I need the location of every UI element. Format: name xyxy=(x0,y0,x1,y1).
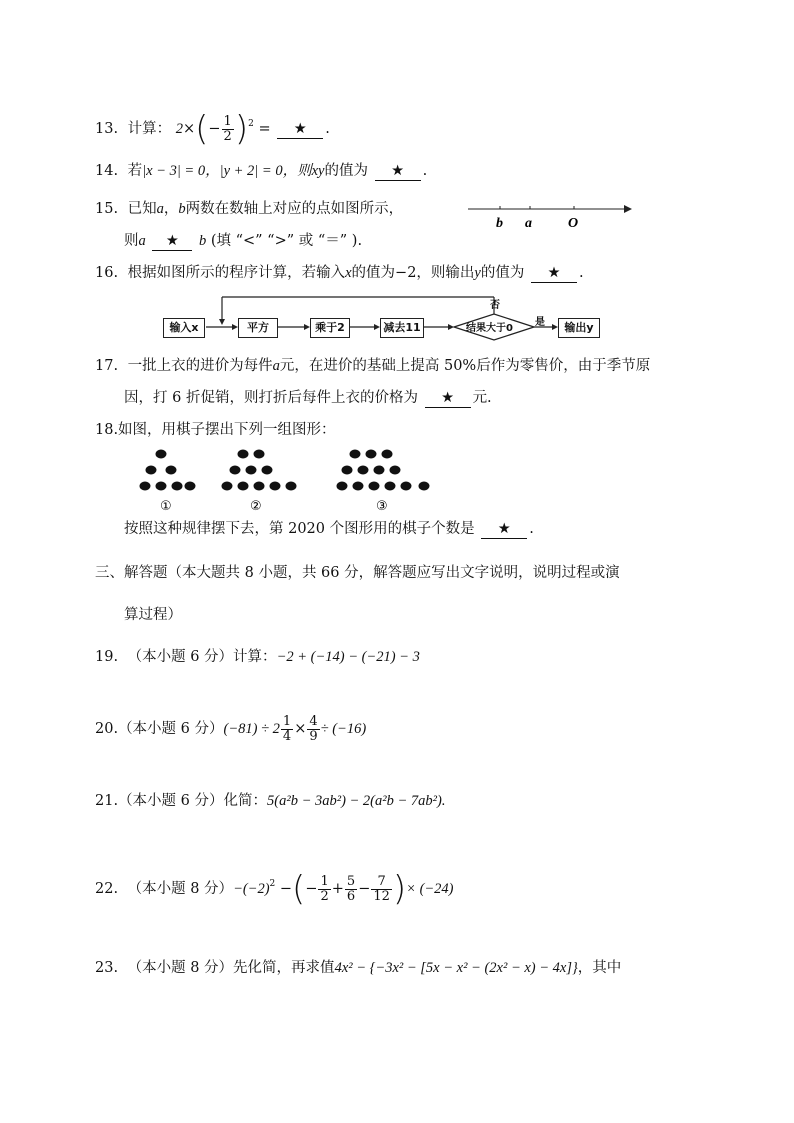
question-text: 则 xyxy=(124,233,139,249)
variable-a: a xyxy=(156,201,164,217)
question-text: ，其中 xyxy=(577,960,622,976)
flow-subtract-box: 减去11 xyxy=(380,318,424,338)
number: 2 xyxy=(175,121,183,137)
question-text: 两数在数轴上对应的点如图所示， xyxy=(185,201,404,217)
input-value: −2 xyxy=(395,265,417,281)
question-15-line-1 xyxy=(95,198,403,220)
numerator: 1 xyxy=(223,113,232,129)
question-label: （本小题 6 分）计算： xyxy=(127,649,277,665)
answer-blank[interactable]: ★ xyxy=(152,232,192,251)
question-16 xyxy=(95,262,584,284)
minus-sign: − xyxy=(279,881,293,897)
question-text: 的值为 xyxy=(351,265,396,281)
question-18-line-2 xyxy=(124,518,534,540)
axis-arrow xyxy=(624,205,632,213)
period: . xyxy=(422,163,428,179)
question-label: （本小题 6 分） xyxy=(118,721,224,737)
math-expression: × (−24) xyxy=(406,881,454,897)
chess-pattern-figures xyxy=(136,444,436,516)
question-text: (填 “<” “>” 或 “＝” ). xyxy=(210,233,363,249)
right-paren: ) xyxy=(234,109,249,149)
question-text: 因，打 6 折促销，则打折后每件上衣的价格为 xyxy=(124,390,418,406)
minus-sign: − xyxy=(305,881,318,897)
plus-sign: + xyxy=(331,881,344,897)
left-paren: ( xyxy=(292,869,306,909)
figure-label-1: ① xyxy=(160,499,172,514)
variable-b: b xyxy=(198,233,207,249)
question-text: 的值为 xyxy=(480,265,525,281)
flow-square-box: 平方 xyxy=(238,318,278,338)
variable-y: y xyxy=(474,265,481,281)
decision-label: 结果大于0 xyxy=(466,323,513,334)
question-label: （本小题 8 分）先化简，再求值 xyxy=(127,960,335,976)
question-text: ，则输出 xyxy=(416,265,475,281)
math-expression: ÷ (−16) xyxy=(320,721,367,737)
question-21 xyxy=(95,790,445,812)
figure-label-2: ② xyxy=(250,499,262,514)
exponent: 2 xyxy=(269,879,276,889)
numerator: 1 xyxy=(282,713,292,729)
minus-sign: − xyxy=(208,121,221,137)
numerator: 5 xyxy=(346,873,356,889)
question-18-line-1: 18.如图，用棋子摆出下列一组图形： xyxy=(95,422,336,438)
right-paren: ) xyxy=(392,869,407,909)
math-expression: 5(a²b − 3ab²) − 2(a²b − 7ab²). xyxy=(267,793,446,809)
answer-blank[interactable]: ★ xyxy=(375,162,421,181)
variable-x: x xyxy=(345,265,352,281)
question-20 xyxy=(95,712,366,746)
question-number: 16. xyxy=(95,265,119,281)
period: . xyxy=(529,521,534,537)
axis-label-a: a xyxy=(525,216,532,231)
period: . xyxy=(578,265,584,281)
exponent: 2 xyxy=(248,119,254,129)
condition-1: |x − 3| = 0， xyxy=(142,163,220,179)
question-text: 根据如图所示的程序计算，若输入 xyxy=(127,265,346,281)
yes-label: 是 xyxy=(535,317,545,328)
denominator: 9 xyxy=(309,728,318,744)
question-text: 的值为 xyxy=(324,163,368,179)
fraction xyxy=(222,115,234,144)
axis-label-b: b xyxy=(496,216,503,231)
period: . xyxy=(325,121,330,137)
section-heading-cont: 算过程） xyxy=(124,607,182,623)
question-23 xyxy=(95,957,621,979)
fraction xyxy=(371,875,392,904)
question-text: 元，在进价的基础上提高 50%后作为零售价，由于季节原 xyxy=(279,358,651,374)
figure-label-3: ③ xyxy=(376,499,388,514)
axis-label-o: O xyxy=(568,216,579,231)
question-number: 22. xyxy=(95,881,119,897)
question-15-line-2 xyxy=(124,230,362,252)
left-paren: ( xyxy=(195,109,209,149)
math-expression: 4x² − {−3x² − [5x − x² − (2x² − x) − 4x]} xyxy=(334,960,578,976)
times-sign: × xyxy=(294,721,307,737)
question-22 xyxy=(95,866,454,907)
equals-sign: = xyxy=(258,121,271,137)
variable-a: a xyxy=(138,233,146,249)
denominator: 6 xyxy=(346,888,356,904)
answer-blank[interactable]: ★ xyxy=(425,389,471,408)
question-13 xyxy=(95,109,330,149)
times-sign: × xyxy=(182,121,196,137)
denominator: 12 xyxy=(373,888,390,904)
answer-blank[interactable]: ★ xyxy=(531,264,577,283)
flow-multiply-box: 乘于2 xyxy=(310,318,350,338)
question-number: 19. xyxy=(95,649,119,665)
math-expression: −(−2) xyxy=(233,881,270,897)
variable-b: b xyxy=(178,201,186,217)
figure-3 xyxy=(337,450,430,491)
math-expression: (−81) ÷ 2 xyxy=(223,721,280,737)
condition-2: |y + 2| = 0，则 xyxy=(219,163,312,179)
flow-input-box: 输入x xyxy=(163,318,205,338)
numerator: 4 xyxy=(309,713,318,729)
no-label: 否 xyxy=(490,300,500,311)
question-number: 14. xyxy=(95,163,119,179)
fraction xyxy=(318,875,330,904)
numerator: 7 xyxy=(371,875,392,890)
question-17-line-2 xyxy=(124,387,492,409)
question-text: 已知 xyxy=(127,201,157,217)
question-label: （本小题 8 分） xyxy=(127,881,234,897)
numerator: 1 xyxy=(320,873,329,889)
question-text: 按照这种规律摆下去，第 2020 个图形用的棋子个数是 xyxy=(124,521,475,537)
variable-a: a xyxy=(272,358,280,374)
comma: ， xyxy=(163,201,179,217)
denominator: 2 xyxy=(320,888,329,904)
figure-2 xyxy=(222,450,297,491)
question-17-line-1 xyxy=(95,355,650,377)
answer-blank[interactable]: ★ xyxy=(277,120,323,139)
fraction xyxy=(307,715,319,744)
question-text: 一批上衣的进价为每件 xyxy=(127,358,273,374)
question-number: 21. xyxy=(95,793,119,809)
figure-1 xyxy=(140,450,196,491)
math-expression: −2 + (−14) − (−21) − 3 xyxy=(276,649,420,665)
question-number: 23. xyxy=(95,960,119,976)
fraction xyxy=(281,715,293,744)
question-number: 15. xyxy=(95,201,119,217)
question-number: 13. xyxy=(95,121,119,137)
question-19 xyxy=(95,646,420,668)
answer-blank[interactable]: ★ xyxy=(481,520,527,539)
variable-xy: xy xyxy=(311,163,325,179)
question-text: 元. xyxy=(472,390,492,406)
question-number: 20. xyxy=(95,721,119,737)
question-14 xyxy=(95,160,427,182)
denominator: 2 xyxy=(223,128,232,144)
question-text: 若 xyxy=(127,163,143,179)
minus-sign: − xyxy=(358,881,371,897)
fraction xyxy=(345,875,357,904)
number-line-diagram xyxy=(464,198,634,232)
denominator: 4 xyxy=(282,728,292,744)
flow-output-box: 输出y xyxy=(558,318,600,338)
question-text: 计算： xyxy=(127,121,172,137)
question-label: （本小题 6 分）化简： xyxy=(118,793,268,809)
section-heading: 三、解答题（本大题共 8 小题，共 66 分，解答题应写出文字说明，说明过程或演 xyxy=(95,565,620,581)
question-number: 17. xyxy=(95,358,119,374)
